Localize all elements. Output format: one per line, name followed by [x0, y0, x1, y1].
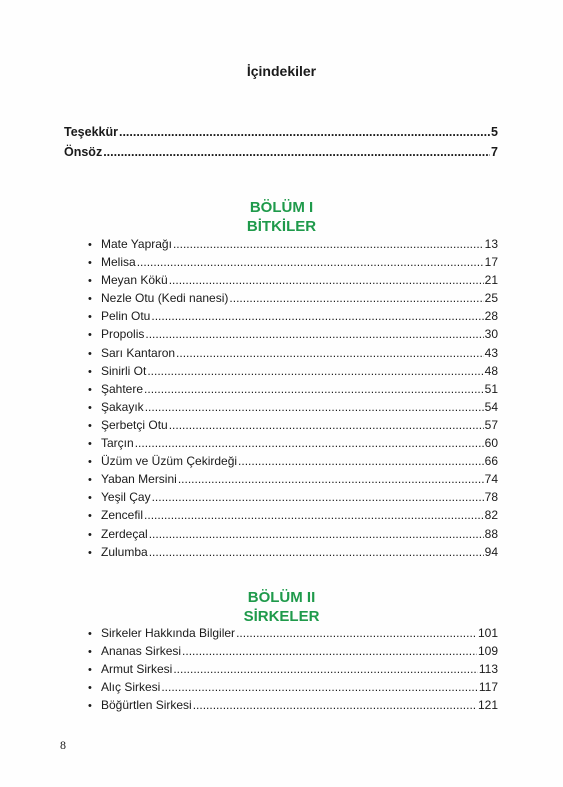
- toc-entry-page: 17: [484, 255, 498, 270]
- bullet-icon: •: [88, 239, 92, 251]
- toc-entry[interactable]: [88, 362, 498, 380]
- toc-entry[interactable]: [88, 624, 498, 642]
- toc-entry[interactable]: [88, 289, 498, 307]
- toc-entry[interactable]: [88, 271, 498, 289]
- toc-entry-label: Şerbetçi Otu: [101, 417, 168, 432]
- toc-entry-label: Meyan Kökü: [101, 273, 168, 288]
- toc-entry-page: 60: [484, 436, 498, 451]
- dot-leader: [161, 678, 478, 696]
- toc-entry[interactable]: [64, 142, 498, 162]
- toc-entry-page: 30: [484, 327, 498, 342]
- toc-entry-label: Pelin Otu: [101, 309, 151, 324]
- toc-entry-label: Mate Yaprağı: [101, 237, 172, 251]
- toc-entry-page: 94: [484, 544, 498, 559]
- toc-entry[interactable]: [88, 678, 498, 696]
- toc-entry[interactable]: [88, 380, 498, 398]
- bullet-icon: •: [88, 528, 92, 541]
- dot-leader: [149, 543, 484, 561]
- dot-leader: [176, 344, 484, 362]
- dot-leader: [145, 325, 483, 343]
- dot-leader: [229, 289, 483, 307]
- toc-entry[interactable]: [88, 253, 498, 271]
- toc-entry-label: Zerdeçal: [101, 526, 148, 541]
- toc-entry-label: Ananas Sirkesi: [101, 644, 182, 659]
- toc-entry[interactable]: [88, 344, 498, 362]
- bullet-icon: •: [88, 383, 92, 396]
- toc-entry[interactable]: [88, 506, 498, 524]
- bullet-icon: •: [88, 474, 92, 487]
- toc-entry-label: Tarçın: [101, 436, 134, 451]
- bullet-icon: •: [88, 492, 92, 505]
- dot-leader: [193, 696, 477, 714]
- dot-leader: [173, 660, 478, 678]
- dot-leader: [238, 452, 484, 470]
- toc-entry-page: 109: [477, 644, 498, 659]
- toc-entry[interactable]: [88, 525, 498, 543]
- toc-entry[interactable]: [88, 543, 498, 561]
- dot-leader: [137, 253, 484, 271]
- dot-leader: [144, 380, 484, 398]
- toc-entry-label: Yeşil Çay: [101, 490, 151, 505]
- toc-entry[interactable]: [88, 696, 498, 714]
- dot-leader: [135, 434, 484, 452]
- toc-entry[interactable]: [88, 434, 498, 452]
- bullet-icon: •: [88, 682, 92, 695]
- toc-entry-label: Şakayık: [101, 399, 144, 414]
- toc-entry-label: Şahtere: [101, 381, 144, 396]
- toc-entry[interactable]: [88, 470, 498, 488]
- front-matter-list: [64, 122, 498, 162]
- toc-entry-label: Böğürtlen Sirkesi: [101, 698, 192, 713]
- toc-entry[interactable]: [88, 325, 498, 343]
- section-title: BİTKİLER: [246, 218, 317, 235]
- toc-entry-page: 51: [484, 381, 498, 396]
- page-number: 8: [60, 738, 66, 752]
- toc-list: [88, 624, 498, 714]
- toc-entry[interactable]: [88, 416, 498, 434]
- dot-leader: [236, 624, 477, 642]
- dot-leader: [173, 235, 484, 253]
- toc-entry-label: Sinirli Ot: [101, 363, 147, 378]
- toc-entry-page: 13: [484, 237, 498, 251]
- section-number: BÖLÜM II: [247, 589, 316, 606]
- toc-entry-page: 7: [491, 145, 498, 159]
- section-heading: [0, 198, 563, 236]
- toc-entry-page: 74: [484, 472, 498, 487]
- toc-entry-page: 121: [477, 698, 498, 713]
- section-number: BÖLÜM I: [249, 199, 314, 216]
- toc-entry-label: Nezle Otu (Kedi nanesi): [101, 291, 229, 306]
- toc-entry-page: 54: [484, 399, 498, 414]
- bullet-icon: •: [88, 311, 92, 324]
- dot-leader: [147, 362, 483, 380]
- dot-leader: [178, 470, 484, 488]
- toc-entry-page: 25: [484, 291, 498, 306]
- toc-entry-page: 117: [478, 680, 498, 695]
- section-heading: [0, 588, 563, 626]
- page-title: İçindekiler: [246, 63, 317, 79]
- toc-entry-label: Sarı Kantaron: [101, 345, 176, 360]
- bullet-icon: •: [88, 546, 92, 559]
- dot-leader: [169, 416, 484, 434]
- toc-entry-page: 48: [484, 363, 498, 378]
- toc-entry-label: Üzüm ve Üzüm Çekirdeği: [101, 454, 238, 469]
- toc-entry-page: 43: [484, 345, 498, 360]
- bullet-icon: •: [88, 700, 92, 713]
- toc-entry[interactable]: [64, 122, 498, 142]
- dot-leader: [144, 506, 484, 524]
- bullet-icon: •: [88, 329, 92, 342]
- dot-leader: [169, 271, 484, 289]
- dot-leader: [145, 398, 484, 416]
- toc-entry[interactable]: [88, 660, 498, 678]
- toc-entry-label: Propolis: [101, 327, 145, 342]
- toc-entry[interactable]: [88, 235, 498, 253]
- dot-leader: [151, 307, 483, 325]
- toc-list: [88, 235, 498, 561]
- section-title: SİRKELER: [243, 608, 320, 625]
- toc-entry[interactable]: [88, 452, 498, 470]
- bullet-icon: •: [88, 438, 92, 451]
- toc-entry-label: Yaban Mersini: [101, 472, 177, 487]
- bullet-icon: •: [88, 257, 92, 270]
- toc-entry-page: 5: [491, 125, 498, 139]
- dot-leader: [119, 122, 490, 142]
- bullet-icon: •: [88, 510, 92, 523]
- toc-entry-page: 78: [484, 490, 498, 505]
- toc-entry-label: Zencefil: [101, 508, 144, 523]
- toc-entry-page: 57: [484, 417, 498, 432]
- bullet-icon: •: [88, 365, 92, 378]
- toc-entry[interactable]: [88, 307, 498, 325]
- bullet-icon: •: [88, 419, 92, 432]
- toc-entry-label: Sirkeler Hakkında Bilgiler: [101, 626, 236, 640]
- toc-entry-page: 113: [478, 662, 498, 677]
- toc-entry-page: 28: [484, 309, 498, 324]
- toc-entry-label: Alıç Sirkesi: [101, 680, 161, 695]
- bullet-icon: •: [88, 293, 92, 306]
- toc-entry-label: Zulumba: [101, 544, 148, 559]
- dot-leader: [182, 642, 477, 660]
- toc-entry-label: Armut Sirkesi: [101, 662, 173, 677]
- bullet-icon: •: [88, 646, 92, 659]
- toc-entry-label: Melisa: [101, 255, 136, 270]
- bullet-icon: •: [88, 275, 92, 288]
- bullet-icon: •: [88, 347, 92, 360]
- bullet-icon: •: [88, 664, 92, 677]
- toc-entry-page: 21: [484, 273, 498, 288]
- bullet-icon: •: [88, 456, 92, 469]
- dot-leader: [152, 488, 484, 506]
- toc-entry-page: 101: [477, 626, 498, 640]
- toc-entry-label: Önsöz: [64, 145, 103, 159]
- toc-entry[interactable]: [88, 642, 498, 660]
- toc-entry-page: 66: [484, 454, 498, 469]
- dot-leader: [149, 525, 484, 543]
- bullet-icon: •: [88, 401, 92, 414]
- toc-entry[interactable]: [88, 398, 498, 416]
- toc-entry-page: 88: [484, 526, 498, 541]
- toc-entry-label: Teşekkür: [64, 125, 118, 139]
- bullet-icon: •: [88, 628, 92, 640]
- toc-entry-page: 82: [484, 508, 498, 523]
- dot-leader: [103, 142, 490, 162]
- toc-entry[interactable]: [88, 488, 498, 506]
